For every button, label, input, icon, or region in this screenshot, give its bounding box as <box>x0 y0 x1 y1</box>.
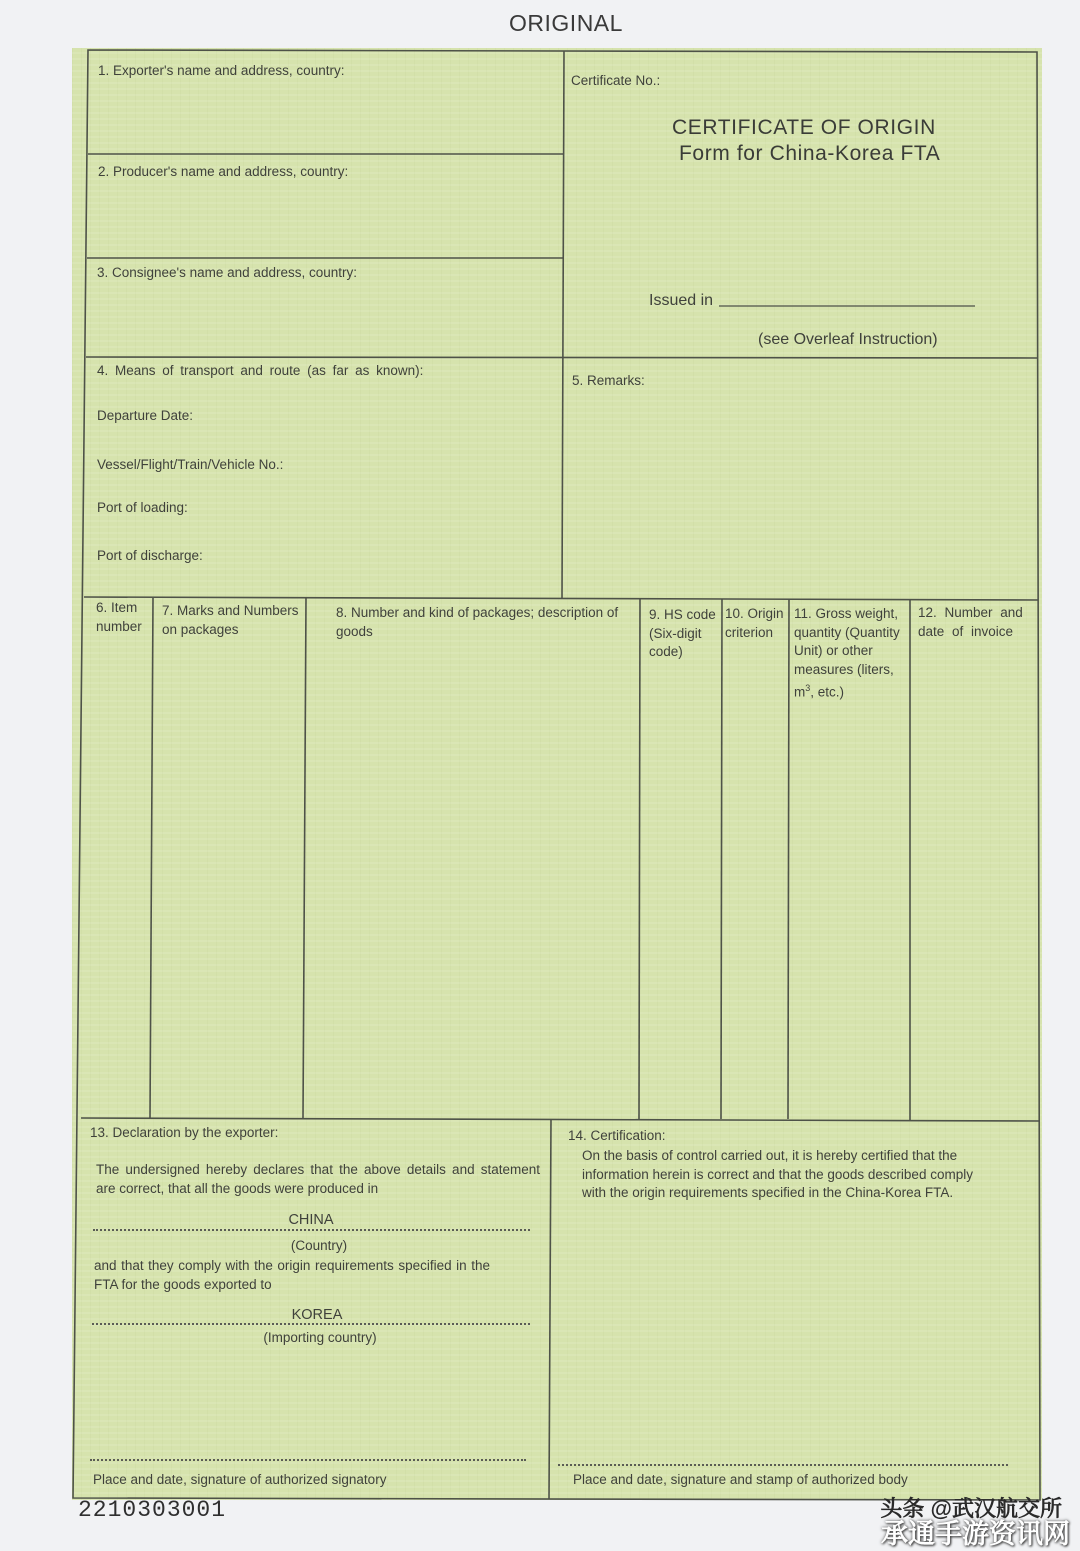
port-discharge-label: Port of discharge: <box>97 548 203 563</box>
certificate-subtitle: Form for China-Korea FTA <box>679 142 941 165</box>
certificate-title: CERTIFICATE OF ORIGIN <box>672 116 936 139</box>
importing-caption: (Importing country) <box>263 1330 377 1345</box>
remarks-label: 5. Remarks: <box>572 373 645 388</box>
col9-divider <box>721 599 722 1119</box>
box4-bottom <box>84 597 1038 600</box>
importing-country: KOREA <box>291 1307 343 1323</box>
signatory-label: Place and date, signature of authorized signatory <box>93 1472 387 1487</box>
box3-bottom <box>86 357 1038 358</box>
col7-divider <box>303 598 306 1118</box>
site-watermark: 承通手游资讯网 <box>881 1519 1070 1549</box>
importing-dotted-line <box>92 1323 530 1325</box>
overleaf-note: (see Overleaf Instruction) <box>758 331 938 348</box>
declaration-text-2: and that they comply with the origin requirements specified in the FTA for the goods exported to <box>94 1258 490 1292</box>
certification-text: On the basis of control carried out, it is hereby certified that the information herein is correct and that the goods described comply with the origin requirements specified in the China-Korea FTA. <box>582 1148 973 1200</box>
produced-country: CHINA <box>288 1212 334 1228</box>
country-caption: (Country) <box>290 1238 348 1253</box>
col8-divider <box>639 599 640 1119</box>
col-origin-criterion: 10. Origin criterion <box>725 606 784 640</box>
goods-table-bottom <box>81 1118 1039 1121</box>
col-packages: 8. Number and kind of packages; description of goods <box>336 605 619 639</box>
signatory-dotted-line <box>90 1459 526 1461</box>
port-loading-label: Port of loading: <box>97 500 188 515</box>
departure-date-label: Departure Date: <box>97 408 194 423</box>
source-watermark: 头条 @武汉航交所 <box>880 1496 1062 1521</box>
consignee-label: 3. Consignee's name and address, country: <box>97 265 357 280</box>
authorized-body-dotted-line <box>558 1464 1008 1466</box>
vessel-label: Vessel/Flight/Train/Vehicle No.: <box>97 457 284 472</box>
declaration-heading: 13. Declaration by the exporter: <box>90 1125 279 1140</box>
country-dotted-line <box>93 1229 530 1231</box>
producer-label: 2. Producer's name and address, country: <box>98 164 349 179</box>
col-gross-weight-text: 11. Gross weight, quantity (Quantity Unit) or other measures (liters, m <box>794 606 900 700</box>
col6-divider <box>150 598 153 1118</box>
transport-label: 4. Means of transport and route (as far as known): <box>97 363 424 378</box>
col-hs-code: 9. HS code (Six-digit code) <box>649 607 716 659</box>
authorized-body-label: Place and date, signature and stamp of authorized body <box>573 1472 908 1487</box>
issued-in-label: Issued in <box>649 292 714 309</box>
col10-divider <box>788 599 789 1119</box>
col-item-number: 6. Item number <box>96 600 142 634</box>
certificate-no-label: Certificate No.: <box>571 73 661 88</box>
original-heading: ORIGINAL <box>509 10 623 36</box>
exporter-label: 1. Exporter's name and address, country: <box>98 63 345 78</box>
col-gross-weight-tail: , etc.) <box>810 684 845 700</box>
box13-divider <box>549 1119 551 1499</box>
col-invoice: 12. Number and date of invoice <box>918 605 1023 639</box>
col-marks: 7. Marks and Numbers on packages <box>162 603 299 637</box>
declaration-text-1: The undersigned hereby declares that the above details and statement are correct, that all the goods were produced in <box>96 1162 540 1196</box>
upper-vertical-divider <box>562 51 564 598</box>
col-gross-weight <box>794 605 906 702</box>
serial-number: 2210303001 <box>78 1497 227 1523</box>
certification-heading: 14. Certification: <box>568 1128 666 1143</box>
col-gross-weight-sup: 3 <box>805 683 811 693</box>
